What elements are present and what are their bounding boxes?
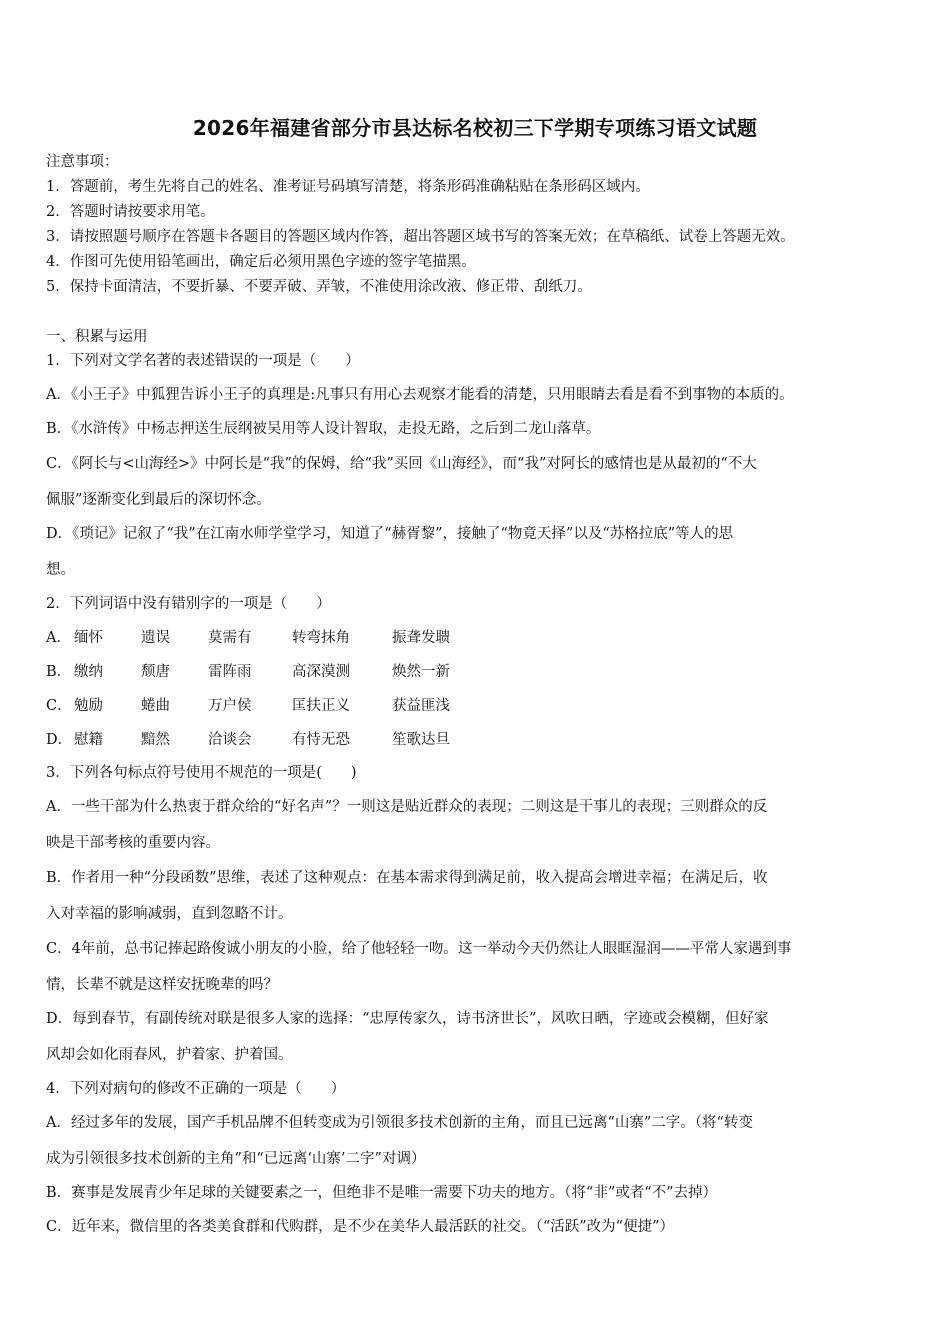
option-word: 获益匪浅	[392, 698, 450, 714]
question-3-option-b: B．作者用一种“分段函数”思维，表述了这种观点：在基本需求得到满足前，收入提高会增进幸福；在满足后，收	[46, 870, 768, 886]
question-3-stem: 3．下列各句标点符号使用不规范的一项是( )	[46, 765, 357, 781]
question-4-option-b: B．赛事是发展青少年足球的关键要素之一，但绝非不是唯一需要下功夫的地方。（将“非”或者“不”去掉）	[46, 1185, 718, 1201]
page-title: 2026年福建省部分市县达标名校初三下学期专项练习语文试题	[192, 116, 758, 140]
question-1-option-c-cont: 佩服”逐渐变化到最后的深切怀念。	[46, 492, 271, 508]
notice-item: 5．保持卡面清洁，不要折暴、不要弄破、弄皱，不准使用涂改液、修正带、刮纸刀。	[46, 279, 592, 295]
question-4-option-c: C．近年来，微信里的各类美食群和代购群，是不少在美华人最活跃的社交。（“活跃”改为“便捷”）	[46, 1219, 674, 1235]
option-word: 洽谈会	[208, 732, 252, 748]
question-1-option-d-cont: 想。	[46, 562, 75, 578]
question-1-option-b: B．《水浒传》中杨志押送生辰纲被吴用等人设计智取，走投无路，之后到二龙山落草。	[46, 421, 601, 437]
notice-item: 4．作图可先使用铅笔画出，确定后必须用黑色字迹的签字笔描黑。	[46, 254, 476, 270]
option-word: 笙歌达旦	[392, 732, 450, 748]
option-word: 转弯抹角	[292, 630, 350, 646]
question-1-option-d: D．《琐记》记叙了“我”在江南水师学堂学习，知道了“赫胥黎”，接触了“物竟天择”以及“苏格拉底”等人的思	[46, 526, 734, 542]
option-letter: D．	[46, 732, 73, 748]
question-3-option-c-cont: 情，长辈不就是这样安抚晚辈的吗？	[46, 977, 278, 993]
option-word: 颓唐	[141, 664, 170, 680]
option-word: 遗误	[141, 630, 170, 646]
notice-item: 1．答题前，考生先将自己的姓名、准考证号码填写清楚，将条形码准确粘贴在条形码区域内。	[46, 179, 650, 195]
notice-heading: 注意事项：	[46, 154, 119, 170]
notice-item: 2．答题时请按要求用笔。	[46, 204, 215, 220]
question-1-stem: 1．下列对文学名著的表述错误的一项是（ ）	[46, 353, 360, 369]
option-word: 匡扶正义	[292, 698, 350, 714]
option-word: 莫需有	[208, 630, 252, 646]
question-3-option-a-cont: 映是干部考核的重要内容。	[46, 835, 220, 851]
question-1-option-c: C．《阿长与<山海经>》中阿长是“我”的保姆，给“我”买回《山海经》，而“我”对阿长的感情也是从最初的“不大	[46, 456, 757, 472]
option-word: 高深漠测	[292, 664, 350, 680]
question-3-option-d: D．每到春节，有副传统对联是很多人家的选择：“忠厚传家久，诗书济世长”，风吹日晒，字迹或会模糊，但好家	[46, 1011, 769, 1027]
option-word: 焕然一新	[392, 664, 450, 680]
option-letter: B．	[46, 664, 72, 680]
option-word: 慰籍	[74, 732, 103, 748]
notice-item: 3．请按照题号顺序在答题卡各题目的答题区域内作答，超出答题区域书写的答案无效；在草稿纸、试卷上答题无效。	[46, 229, 795, 245]
question-4-stem: 4．下列对病句的修改不正确的一项是（ ）	[46, 1081, 346, 1097]
option-word: 万户侯	[208, 698, 252, 714]
option-word: 黯然	[141, 732, 170, 748]
option-letter: C．	[46, 698, 72, 714]
option-word: 蜷曲	[141, 698, 170, 714]
question-1-option-a: A．《小王子》中狐狸告诉小王子的真理是:凡事只有用心去观察才能看的清楚，只用眼睛去看是看不到事物的本质的。	[46, 387, 794, 403]
question-3-option-d-cont: 风却会如化雨春风，护着家、护着国。	[46, 1047, 293, 1063]
option-word: 雷阵雨	[208, 664, 252, 680]
option-word: 振聋发聩	[392, 630, 450, 646]
option-word: 缅怀	[74, 630, 103, 646]
option-word: 有恃无恐	[292, 732, 350, 748]
question-2-stem: 2．下列词语中没有错别字的一项是（ ）	[46, 596, 331, 612]
section-heading: 一、积累与运用	[46, 329, 148, 345]
option-letter: A．	[46, 630, 71, 646]
question-3-option-b-cont: 入对幸福的影响减弱，直到忽略不计。	[46, 906, 293, 922]
question-4-option-a: A．经过多年的发展，国产手机品牌不但转变成为引领很多技术创新的主角，而且已远离“山寨”二字。（将“转变	[46, 1115, 753, 1131]
question-4-option-a-cont: 成为引领很多技术创新的主角”和“已远离‘山寨’二字”对调）	[46, 1151, 426, 1167]
question-3-option-c: C．4年前，总书记捧起路俊诚小朋友的小脸，给了他轻轻一吻。这一举动今天仍然让人眼眶湿润——平常人家遇到事	[46, 941, 792, 957]
option-word: 缴纳	[74, 664, 103, 680]
option-word: 勉励	[74, 698, 103, 714]
question-3-option-a: A．一些干部为什么热衷于群众给的“好名声”？一则这是贴近群众的表现；二则这是干事儿的表现；三则群众的反	[46, 799, 768, 815]
